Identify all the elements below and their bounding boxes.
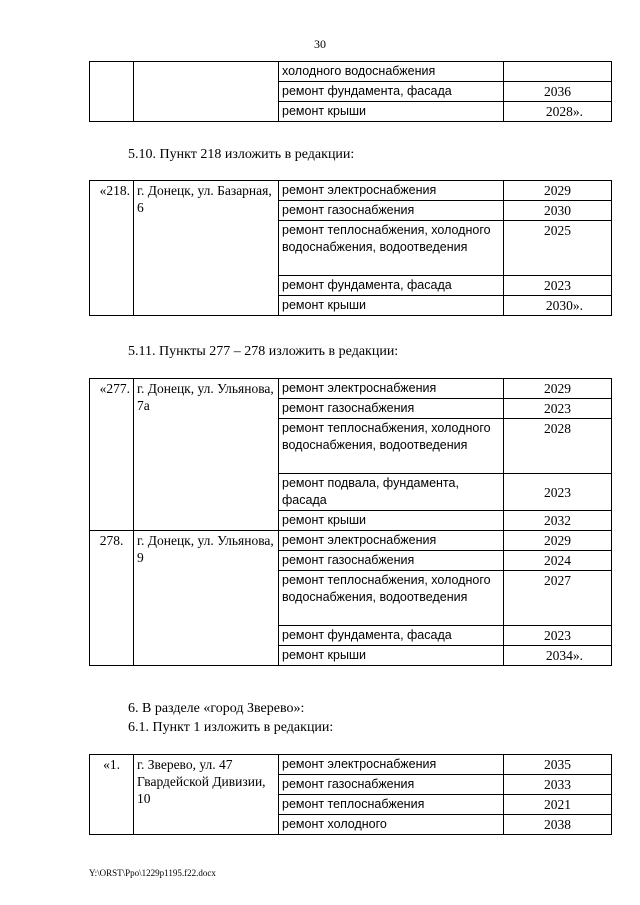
paragraph-5-11: 5.11. Пункты 277 – 278 изложить в редакции: — [128, 344, 399, 359]
work-cell: ремонт фундамента, фасада — [279, 626, 504, 646]
work-cell: ремонт теплоснабжения, холодного водоснабжения, водоотведения — [279, 419, 504, 474]
table-continuation — [89, 61, 612, 122]
work-cell: ремонт крыши — [279, 646, 504, 666]
page-number: 30 — [314, 37, 326, 51]
table-row — [90, 531, 612, 551]
year-cell: 2023 — [504, 399, 612, 419]
paragraph-5-10: 5.10. Пункт 218 изложить в редакции: — [128, 147, 355, 162]
work-cell: ремонт газоснабжения — [279, 399, 504, 419]
year-cell: 2029 — [504, 181, 612, 201]
year-cell: 2021 — [504, 795, 612, 815]
year-cell: 2023 — [504, 474, 612, 511]
year-cell: 2035 — [504, 755, 612, 775]
work-cell: ремонт электроснабжения — [279, 181, 504, 201]
item-number: «1. — [90, 755, 134, 835]
year-cell: 2036 — [504, 82, 612, 102]
work-cell: ремонт крыши — [279, 102, 504, 122]
year-cell: 2027 — [504, 571, 612, 626]
work-cell: ремонт газоснабжения — [279, 201, 504, 221]
year-cell: 2028». — [504, 102, 612, 122]
work-cell: ремонт газоснабжения — [279, 551, 504, 571]
table-row — [90, 755, 612, 775]
year-cell: 2024 — [504, 551, 612, 571]
year-cell: 2038 — [504, 815, 612, 835]
num-cell — [90, 62, 134, 122]
address-cell: г. Донецк, ул. Ульянова, 9 — [134, 531, 279, 666]
work-cell: ремонт подвала, фундамента, фасада — [279, 474, 504, 511]
year-cell: 2030». — [504, 296, 612, 316]
year-cell: 2032 — [504, 511, 612, 531]
paragraph-6: 6. В разделе «город Зверево»: — [128, 701, 305, 716]
year-cell: 2034». — [504, 646, 612, 666]
item-number: 278. — [90, 531, 134, 666]
work-cell: ремонт теплоснабжения, холодного водоснабжения, водоотведения — [279, 571, 504, 626]
work-cell: ремонт холодного — [279, 815, 504, 835]
work-cell: ремонт фундамента, фасада — [279, 82, 504, 102]
table-row — [90, 379, 612, 399]
address-cell: г. Донецк, ул. Ульянова, 7а — [134, 379, 279, 531]
work-cell: ремонт крыши — [279, 511, 504, 531]
work-cell: ремонт теплоснабжения — [279, 795, 504, 815]
year-cell: 2023 — [504, 626, 612, 646]
work-cell: ремонт теплоснабжения, холодного водоснабжения, водоотведения — [279, 221, 504, 276]
work-cell: ремонт электроснабжения — [279, 379, 504, 399]
item-number: «277. — [90, 379, 134, 531]
work-cell: ремонт крыши — [279, 296, 504, 316]
table-item-218 — [89, 180, 612, 316]
work-cell: ремонт электроснабжения — [279, 755, 504, 775]
year-cell: 2029 — [504, 379, 612, 399]
table-row — [90, 181, 612, 201]
work-cell: ремонт фундамента, фасада — [279, 276, 504, 296]
item-number: «218. — [90, 181, 134, 316]
paragraph-6-1: 6.1. Пункт 1 изложить в редакции: — [128, 720, 334, 735]
work-cell: холодного водоснабжения — [279, 62, 504, 82]
year-cell: 2025 — [504, 221, 612, 276]
address-cell: г. Донецк, ул. Базарная, 6 — [134, 181, 279, 316]
year-cell: 2029 — [504, 531, 612, 551]
year-cell — [504, 62, 612, 82]
year-cell: 2030 — [504, 201, 612, 221]
table-items-277-278 — [89, 378, 612, 666]
table-zverevo-item-1 — [89, 754, 612, 835]
work-cell: ремонт электроснабжения — [279, 531, 504, 551]
address-cell: г. Зверево, ул. 47 Гвардейской Дивизии, 10 — [134, 755, 279, 835]
year-cell: 2028 — [504, 419, 612, 474]
year-cell: 2033 — [504, 775, 612, 795]
footer-file-path: Y:\ORST\Ppo\1229p1195.f22.docx — [89, 868, 216, 878]
year-cell: 2023 — [504, 276, 612, 296]
address-cell — [134, 62, 279, 122]
table-row — [90, 62, 612, 82]
work-cell: ремонт газоснабжения — [279, 775, 504, 795]
